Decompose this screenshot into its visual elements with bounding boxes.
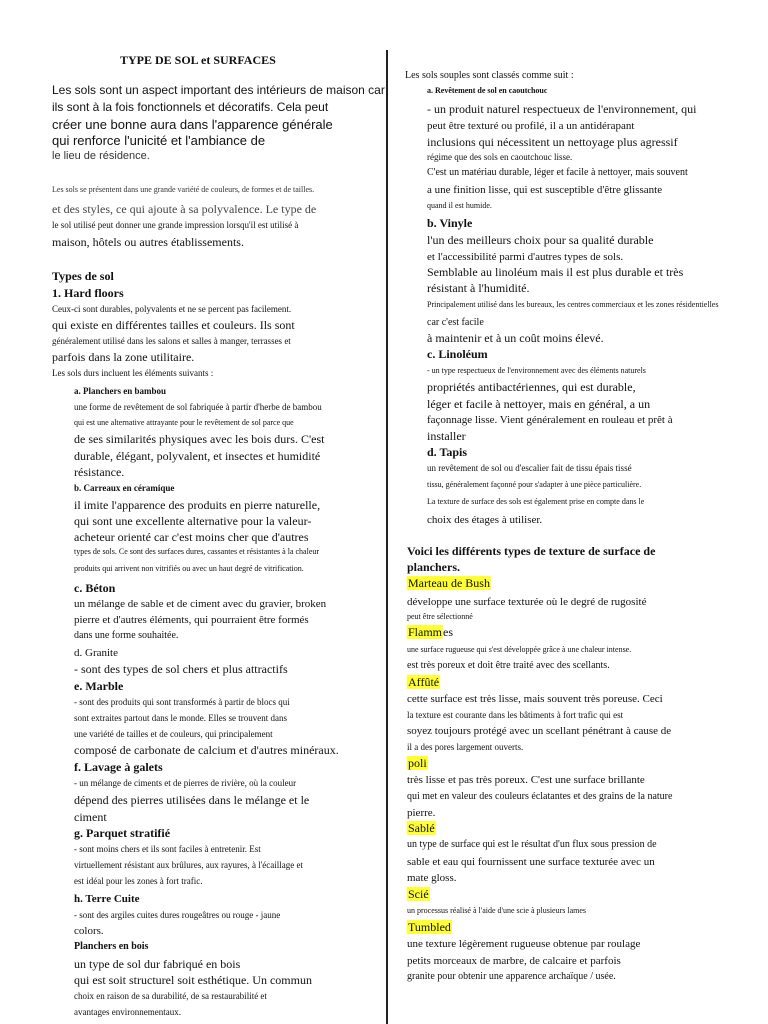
paragraph-line: très lisse et pas très poreux. C'est une surface brillante (407, 774, 645, 786)
paragraph-line: car c'est facile (427, 317, 484, 328)
subsection-heading: h. Terre Cuite (74, 893, 140, 905)
paragraph-line: C'est un matériau durable, léger et facile à nettoyer, mais souvent (427, 167, 688, 178)
paragraph-line: a une finition lisse, qui est susceptible d'être glissante (427, 184, 663, 196)
paragraph-line: qui existe en différentes tailles et couleurs. Ils sont (52, 318, 295, 332)
paragraph-line: léger et facile à nettoyer, mais en général, a un (427, 397, 651, 411)
paragraph-line: maison, hôtels ou autres établissements. (52, 235, 244, 249)
paragraph-line: généralement utilisé dans les salons et salles à manger, terrasses et (52, 336, 291, 346)
paragraph-line: Ceux-ci sont durables, polyvalents et ne se percent pas facilement. (52, 304, 292, 314)
paragraph-line: qui est soit structurel soit esthétique. Un commun (74, 973, 312, 987)
paragraph-line: est idéal pour les zones à fort trafic. (74, 876, 203, 886)
paragraph-line: dépend des pierres utilisées dans le mélange et le (74, 793, 310, 807)
section-heading: 1. Hard floors (52, 286, 124, 300)
paragraph-line: qui met en valeur des couleurs éclatantes et des grains de la nature (407, 791, 673, 802)
intro-line: qui renforce l'unicité et l'ambiance de (52, 133, 266, 148)
texture-label (407, 626, 453, 640)
paragraph-line: propriétés antibactériennes, qui est durable, (427, 380, 636, 394)
subsection-heading: d. Tapis (427, 445, 468, 459)
paragraph-line: à maintenir et à un coût moins élevé. (427, 331, 604, 345)
paragraph-line: de ses similarités physiques avec les bois durs. C'est (74, 432, 325, 446)
paragraph-line: développe une surface texturée où le degré de rugosité (407, 596, 647, 608)
paragraph-line: choix en raison de sa durabilité, de sa restaurabilité et (74, 991, 267, 1001)
paragraph-line: dans une forme souhaitée. (74, 630, 179, 641)
texture-label (407, 577, 491, 591)
paragraph-line: La texture de surface des sols est également prise en compte dans le (427, 497, 645, 506)
paragraph-line: l'un des meilleurs choix pour sa qualité durable (427, 233, 654, 247)
paragraph-line: qui sont une excellente alternative pour la valeur- (74, 514, 312, 528)
paragraph-line: virtuellement résistant aux brûlures, aux rayures, à l'écaillage et (74, 860, 304, 870)
paragraph-line: une texture légèrement rugueuse obtenue par roulage (407, 938, 641, 950)
paragraph-line: - un mélange de ciments et de pierres de rivière, où la couleur (74, 778, 297, 788)
section-heading: planchers. (407, 560, 461, 574)
highlight: Scié (408, 887, 429, 901)
paragraph-line: Semblable au linoléum mais il est plus durable et très (427, 265, 684, 279)
paragraph-line: petits morceaux de marbre, de calcaire et parfois (407, 955, 621, 967)
paragraph-line: avantages environnementaux. (74, 1007, 181, 1017)
paragraph-line: tissu, généralement façonné pour s'adapter à une pièce particulière. (427, 480, 642, 489)
texture-label (407, 921, 452, 935)
texture-label (407, 888, 430, 902)
paragraph-line: pierre. (407, 807, 436, 819)
paragraph-line: un type de surface qui est le résultat d'un flux sous pression de (407, 839, 657, 850)
subsection-heading: b. Carreaux en céramique (74, 483, 175, 493)
paragraph-line: choix des étages à utiliser. (427, 514, 543, 526)
paragraph-line: - sont des argiles cuites dures rougeâtres ou rouge - jaune (74, 910, 281, 920)
highlight: Marteau de Bush (408, 576, 490, 590)
highlight: Tumbled (408, 920, 451, 934)
paragraph-line: la texture est courante dans les bâtiments à fort trafic qui est (407, 710, 624, 720)
subsection-heading: a. Planchers en bambou (74, 386, 167, 396)
paragraph-line: colors. (74, 925, 104, 937)
texture-label (407, 757, 428, 771)
paragraph-line: - un type respectueux de l'environnement avec des éléments naturels (427, 366, 646, 375)
column-divider (386, 50, 388, 1024)
paragraph-line: - sont des produits qui sont transformés à partir de blocs qui (74, 697, 290, 707)
paragraph-line: qui est une alternative attrayante pour le revêtement de sol parce que (74, 418, 294, 427)
paragraph-line: un revêtement de sol ou d'escalier fait de tissu épais tissé (427, 463, 632, 473)
paragraph-line: - un produit naturel respectueux de l'environnement, qui (427, 102, 697, 116)
paragraph-line: une variété de tailles et de couleurs, qui principalement (74, 729, 273, 739)
paragraph-line: composé de carbonate de calcium et d'autres minéraux. (74, 743, 339, 757)
paragraph-line: inclusions qui nécessitent un nettoyage plus agressif (427, 135, 678, 149)
subsection-heading: g. Parquet stratifié (74, 826, 171, 840)
intro-line: Les sols sont un aspect important des intérieurs de maison car (52, 83, 385, 97)
paragraph-line: Principalement utilisé dans les bureaux, les centres commerciaux et les zones résidentielles (427, 300, 719, 309)
paragraph-line: pierre et d'autres éléments, qui pourraient être formés (74, 614, 309, 626)
subsection-heading: c. Béton (74, 581, 116, 595)
paragraph-line: résistance. (74, 465, 125, 479)
paragraph-line: soyez toujours protégé avec un scellant pénétrant à cause de (407, 725, 672, 737)
texture-label-suffix: es (443, 625, 454, 639)
texture-label (407, 822, 436, 836)
section-heading: Types de sol (52, 269, 114, 283)
paragraph-line: quand il est humide. (427, 201, 492, 210)
paragraph-line: - sont des types de sol chers et plus attractifs (74, 662, 288, 676)
subsection-heading: d. Granite (74, 647, 118, 659)
paragraph-line: sable et eau qui fournissent une surface texturée avec un (407, 856, 655, 868)
paragraph-line: façonnage lisse. Vient généralement en rouleau et prêt à (427, 414, 673, 426)
paragraph-line: produits qui arrivent non vitrifiés ou avec un haut degré de vitrification. (74, 564, 304, 573)
paragraph-line: résistant à l'humidité. (427, 281, 530, 295)
subsection-heading: a. Revêtement de sol en caoutchouc (427, 86, 548, 95)
highlight: Sablé (408, 821, 435, 835)
paragraph-line: - sont moins chers et ils sont faciles à entretenir. Est (74, 844, 261, 854)
paragraph-line: régime que des sols en caoutchouc lisse. (427, 152, 573, 162)
paragraph-line: une surface rugueuse qui s'est développée grâce à une chaleur intense. (407, 645, 632, 654)
paragraph-line: ciment (74, 810, 107, 824)
paragraph-line: durable, élégant, polyvalent, et insectes et humidité (74, 449, 321, 463)
paragraph-line: et des styles, ce qui ajoute à sa polyvalence. Le type de (52, 202, 317, 216)
subsection-heading: c. Linoléum (427, 347, 488, 361)
intro-line: ils sont à la fois fonctionnels et décoratifs. Cela peut (52, 100, 329, 114)
intro-line: créer une bonne aura dans l'apparence générale (52, 117, 333, 132)
paragraph-line: mate gloss. (407, 872, 457, 884)
paragraph-line: sont extraites partout dans le monde. Elles se trouvent dans (74, 713, 287, 723)
paragraph-line: cette surface est très lisse, mais souvent très poreuse. Ceci (407, 693, 663, 705)
paragraph-line: il imite l'apparence des produits en pierre naturelle, (74, 498, 321, 512)
subsection-heading: b. Vinyle (427, 216, 473, 230)
paragraph-line: il a des pores largement ouverts. (407, 742, 524, 752)
texture-label (407, 676, 440, 690)
paragraph-line: acheteur orienté car c'est moins cher que d'autres (74, 530, 309, 544)
paragraph-line: Les sols se présentent dans une grande variété de couleurs, de formes et de tailles. (52, 185, 315, 194)
paragraph-line: Les sols durs incluent les éléments suivants : (52, 368, 214, 378)
subsection-heading: Planchers en bois (74, 941, 149, 952)
paragraph-line: installer (427, 429, 466, 443)
page-title: TYPE DE SOL et SURFACES (120, 53, 276, 67)
highlight: poli (408, 756, 427, 770)
paragraph-line: le sol utilisé peut donner une grande impression lorsqu'il est utilisé à (52, 220, 299, 230)
paragraph-line: et l'accessibilité parmi d'autres types de sols. (427, 251, 624, 263)
intro-line: le lieu de résidence. (52, 150, 150, 162)
paragraph-line: peut être texturé ou profilé, il a un antidérapant (427, 120, 635, 132)
section-heading: Voici les différents types de texture de surface de (407, 544, 656, 558)
highlight: Affûté (408, 675, 440, 689)
highlight: Flamm (408, 625, 443, 639)
paragraph-line: un type de sol dur fabriqué en bois (74, 957, 241, 971)
paragraph-line: granite pour obtenir une apparence archaïque / usée. (407, 971, 616, 982)
paragraph-line: parfois dans la zone utilitaire. (52, 350, 195, 364)
paragraph-line: un processus réalisé à l'aide d'une scie à plusieurs lames (407, 906, 587, 915)
subsection-heading: f. Lavage à galets (74, 760, 163, 774)
subsection-heading: e. Marble (74, 679, 124, 693)
paragraph-line: une forme de revêtement de sol fabriquée à partir d'herbe de bambou (74, 402, 322, 412)
paragraph-line: Les sols souples sont classés comme suit : (405, 70, 574, 81)
paragraph-line: types de sols. Ce sont des surfaces dures, cassantes et résistantes à la chaleur (74, 547, 320, 556)
paragraph-line: un mélange de sable et de ciment avec du gravier, broken (74, 598, 327, 610)
paragraph-line: est très poreux et doit être traité avec des scellants. (407, 660, 610, 671)
paragraph-line: peut être sélectionné (407, 612, 473, 621)
